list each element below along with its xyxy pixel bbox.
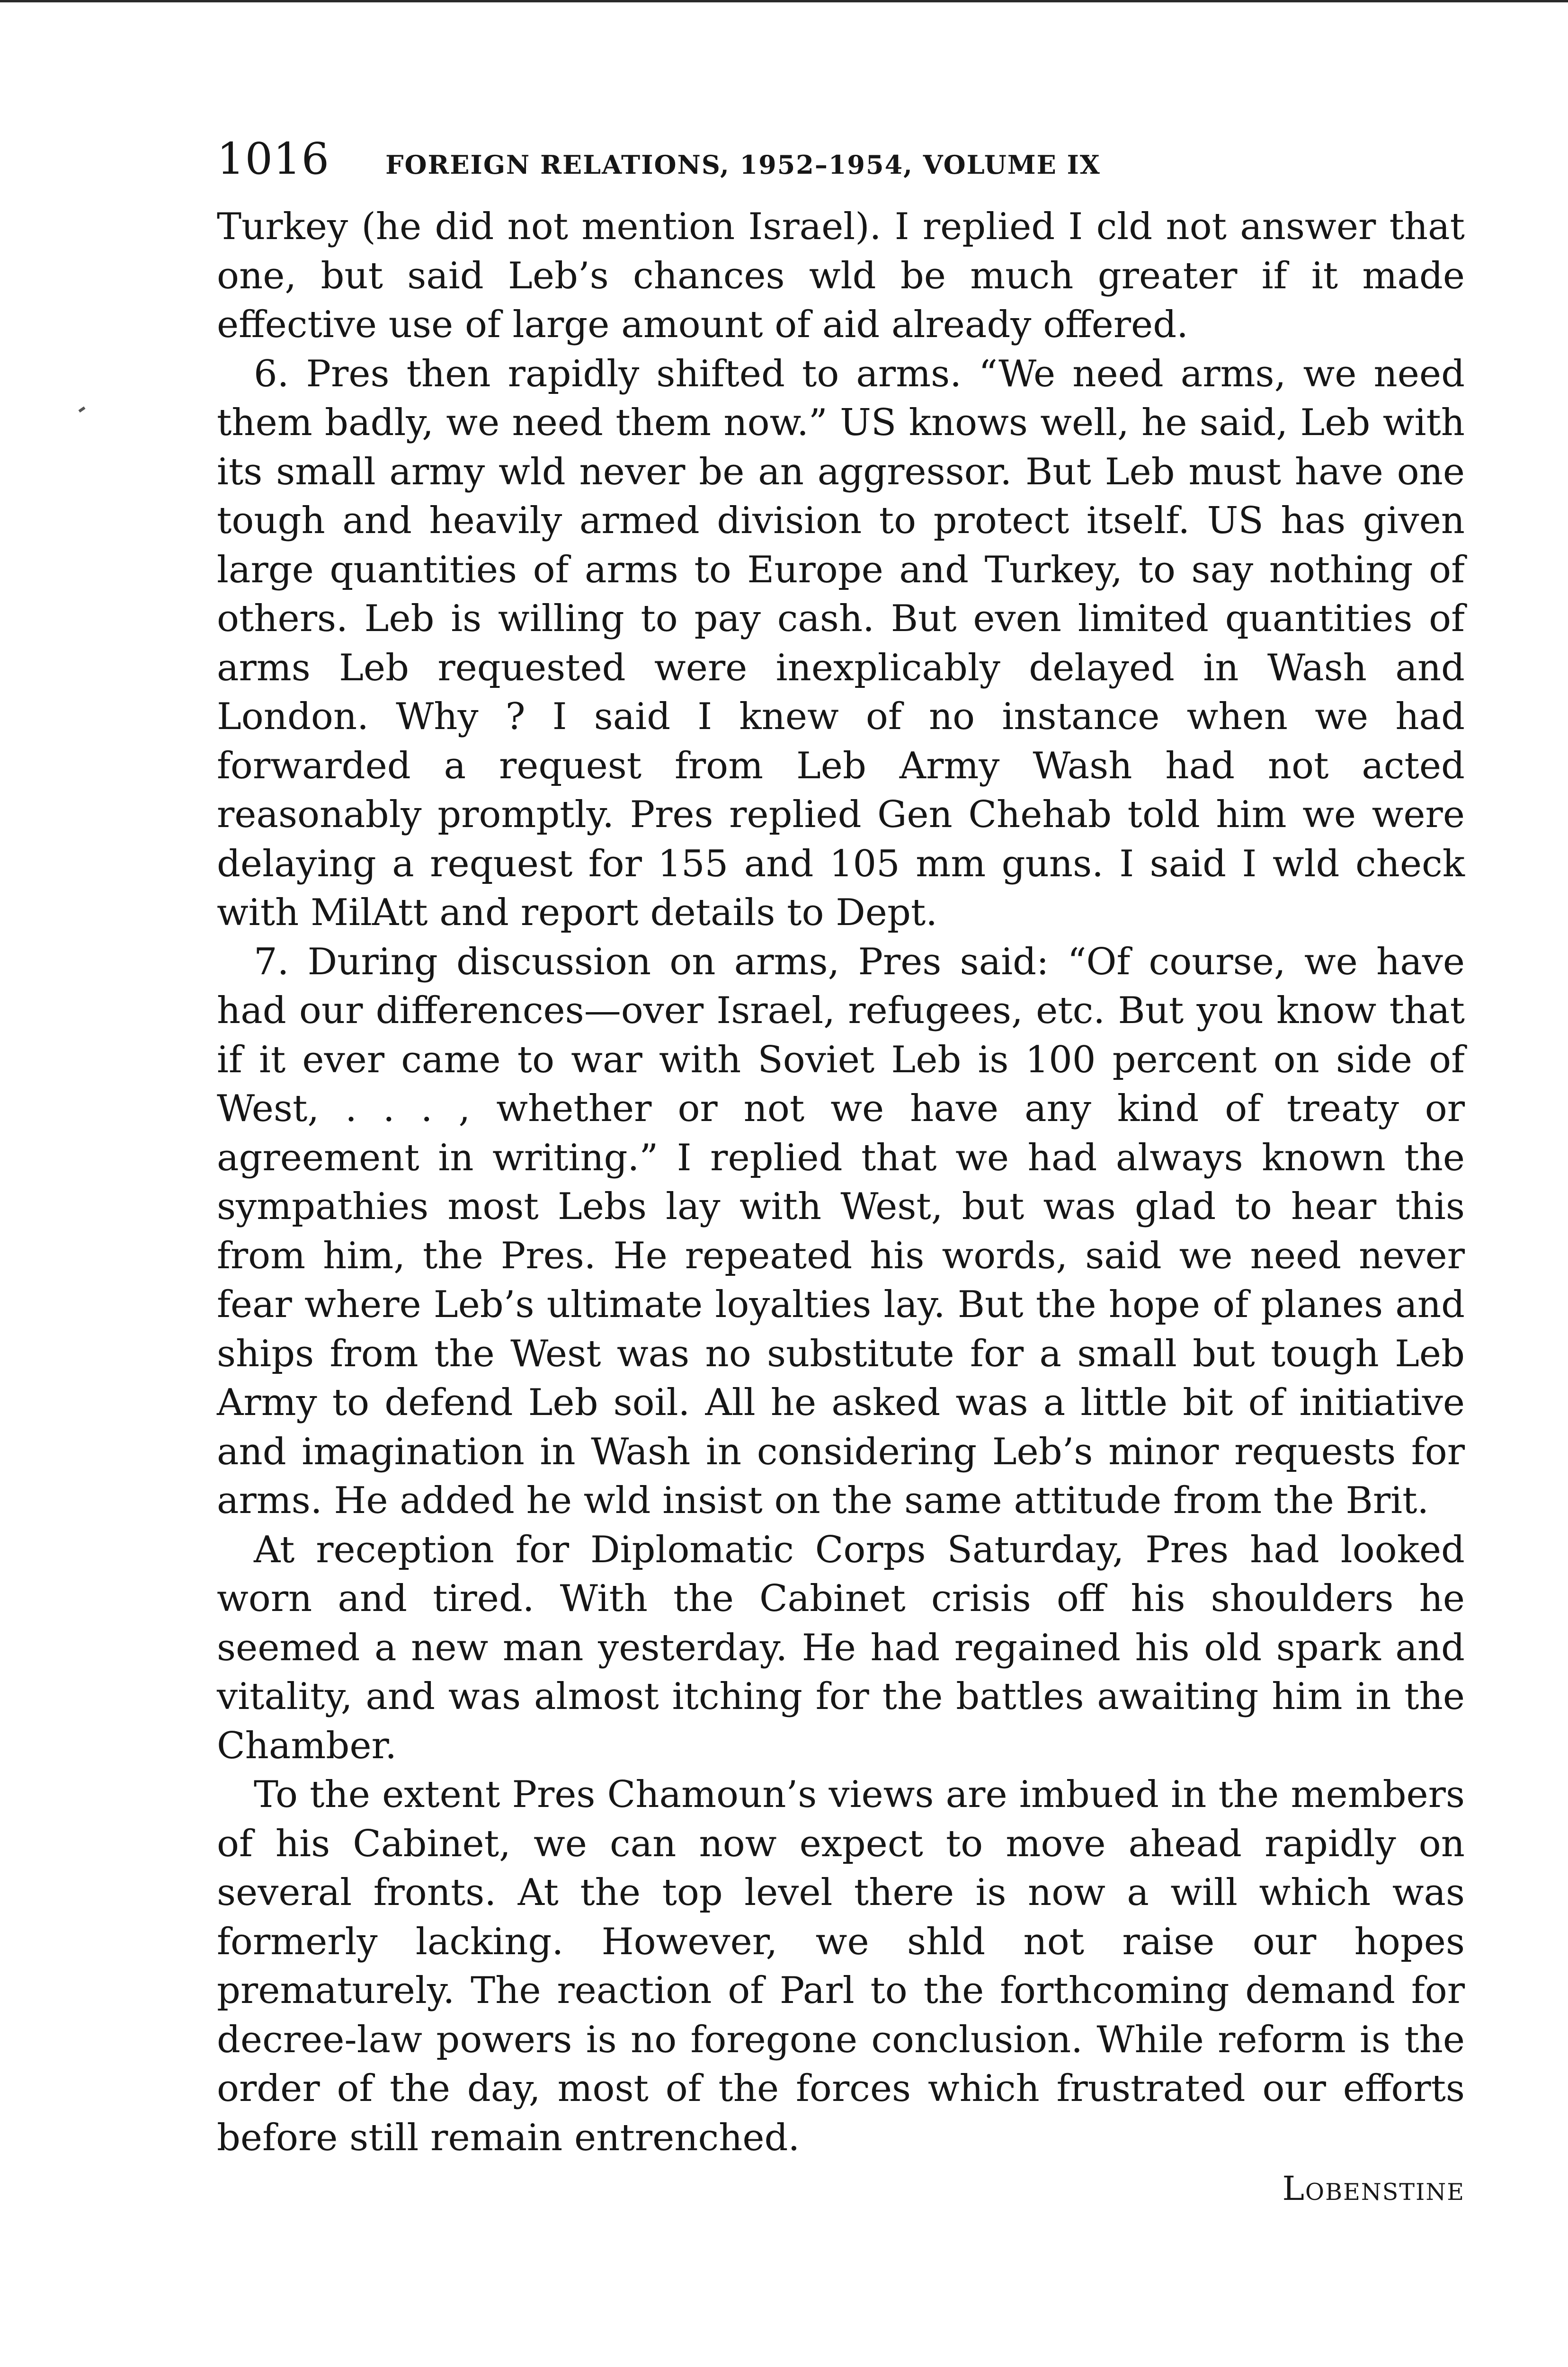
paragraph-reception: At reception for Diplomatic Corps Saturday, Pres had looked worn and tired. With the Cabinet crisis off his shoulders he seemed a new man yesterday. He had regained his old spark and vitality, and was almost itching for the battles awaiting him in the Chamber.	[217, 1528, 1465, 1767]
body-text	[217, 203, 1465, 2162]
paragraph-6: 6. Pres then rapidly shifted to arms. “We need arms, we need them badly, we need them now.” US knows well, he said, Leb with its small army wld never be an aggressor. But Leb must have one tough and heavily armed division to protect itself. US has given large quantities of arms to Europe and Turkey, to say nothing of others. Leb is willing to pay cash. But even limited quantities of arms Leb requested were inexplicably delayed in Wash and London. Why ? I said I knew of no instance when we had forwarded a request from Leb Army Wash had not acted reasonably promptly. Pres replied Gen Chehab told him we were delaying a request for 155 and 105 mm guns. I said I wld check with MilAtt and report details to Dept.	[217, 352, 1465, 934]
paragraph-continuation: Turkey (he did not mention Israel). I replied I cld not answer that one, but said Leb’s chances wld be much greater if it made effective use of large amount of aid already offered.	[217, 205, 1465, 346]
running-head	[217, 133, 1465, 203]
top-rule	[0, 0, 1568, 2]
paragraph-7: 7. During discussion on arms, Pres said: “Of course, we have had our differences—over Israel, refugees, etc. But you know that if it ever came to war with Soviet Leb is 100 percent on side of West, . . . , whether or not we have any kind of treaty or agreement in writing.” I replied that we had always known the sympathies most Lebs lay with West, but was glad to hear this from him, the Pres. He repeated his words, said we need never fear where Leb’s ultimate loyalties lay. But the hope of planes and ships from the West was no substitute for a small but tough Leb Army to defend Leb soil. All he asked was a little bit of initiative and imagination in Wash in considering Leb’s minor requests for arms. He added he wld insist on the same attitude from the Brit.	[217, 940, 1465, 1522]
page-number: 1016	[217, 133, 330, 184]
running-title: FOREIGN RELATIONS, 1952–1954, VOLUME IX	[385, 150, 1101, 180]
paragraph-outlook: To the extent Pres Chamoun’s views are imbued in the members of his Cabinet, we can now expect to move ahead rapidly on several fronts. At the top level there is now a will which was formerly lacking. However, we shld not raise our hopes prematurely. The reaction of Parl to the forthcoming demand for decree-law powers is no foregone conclusion. While reform is the order of the day, most of the forces which frustrated our efforts before still remain entrenched.	[217, 1773, 1465, 2159]
signature: Lobenstine	[1282, 2169, 1465, 2208]
margin-mark	[79, 407, 86, 413]
document-page	[217, 133, 1465, 2208]
